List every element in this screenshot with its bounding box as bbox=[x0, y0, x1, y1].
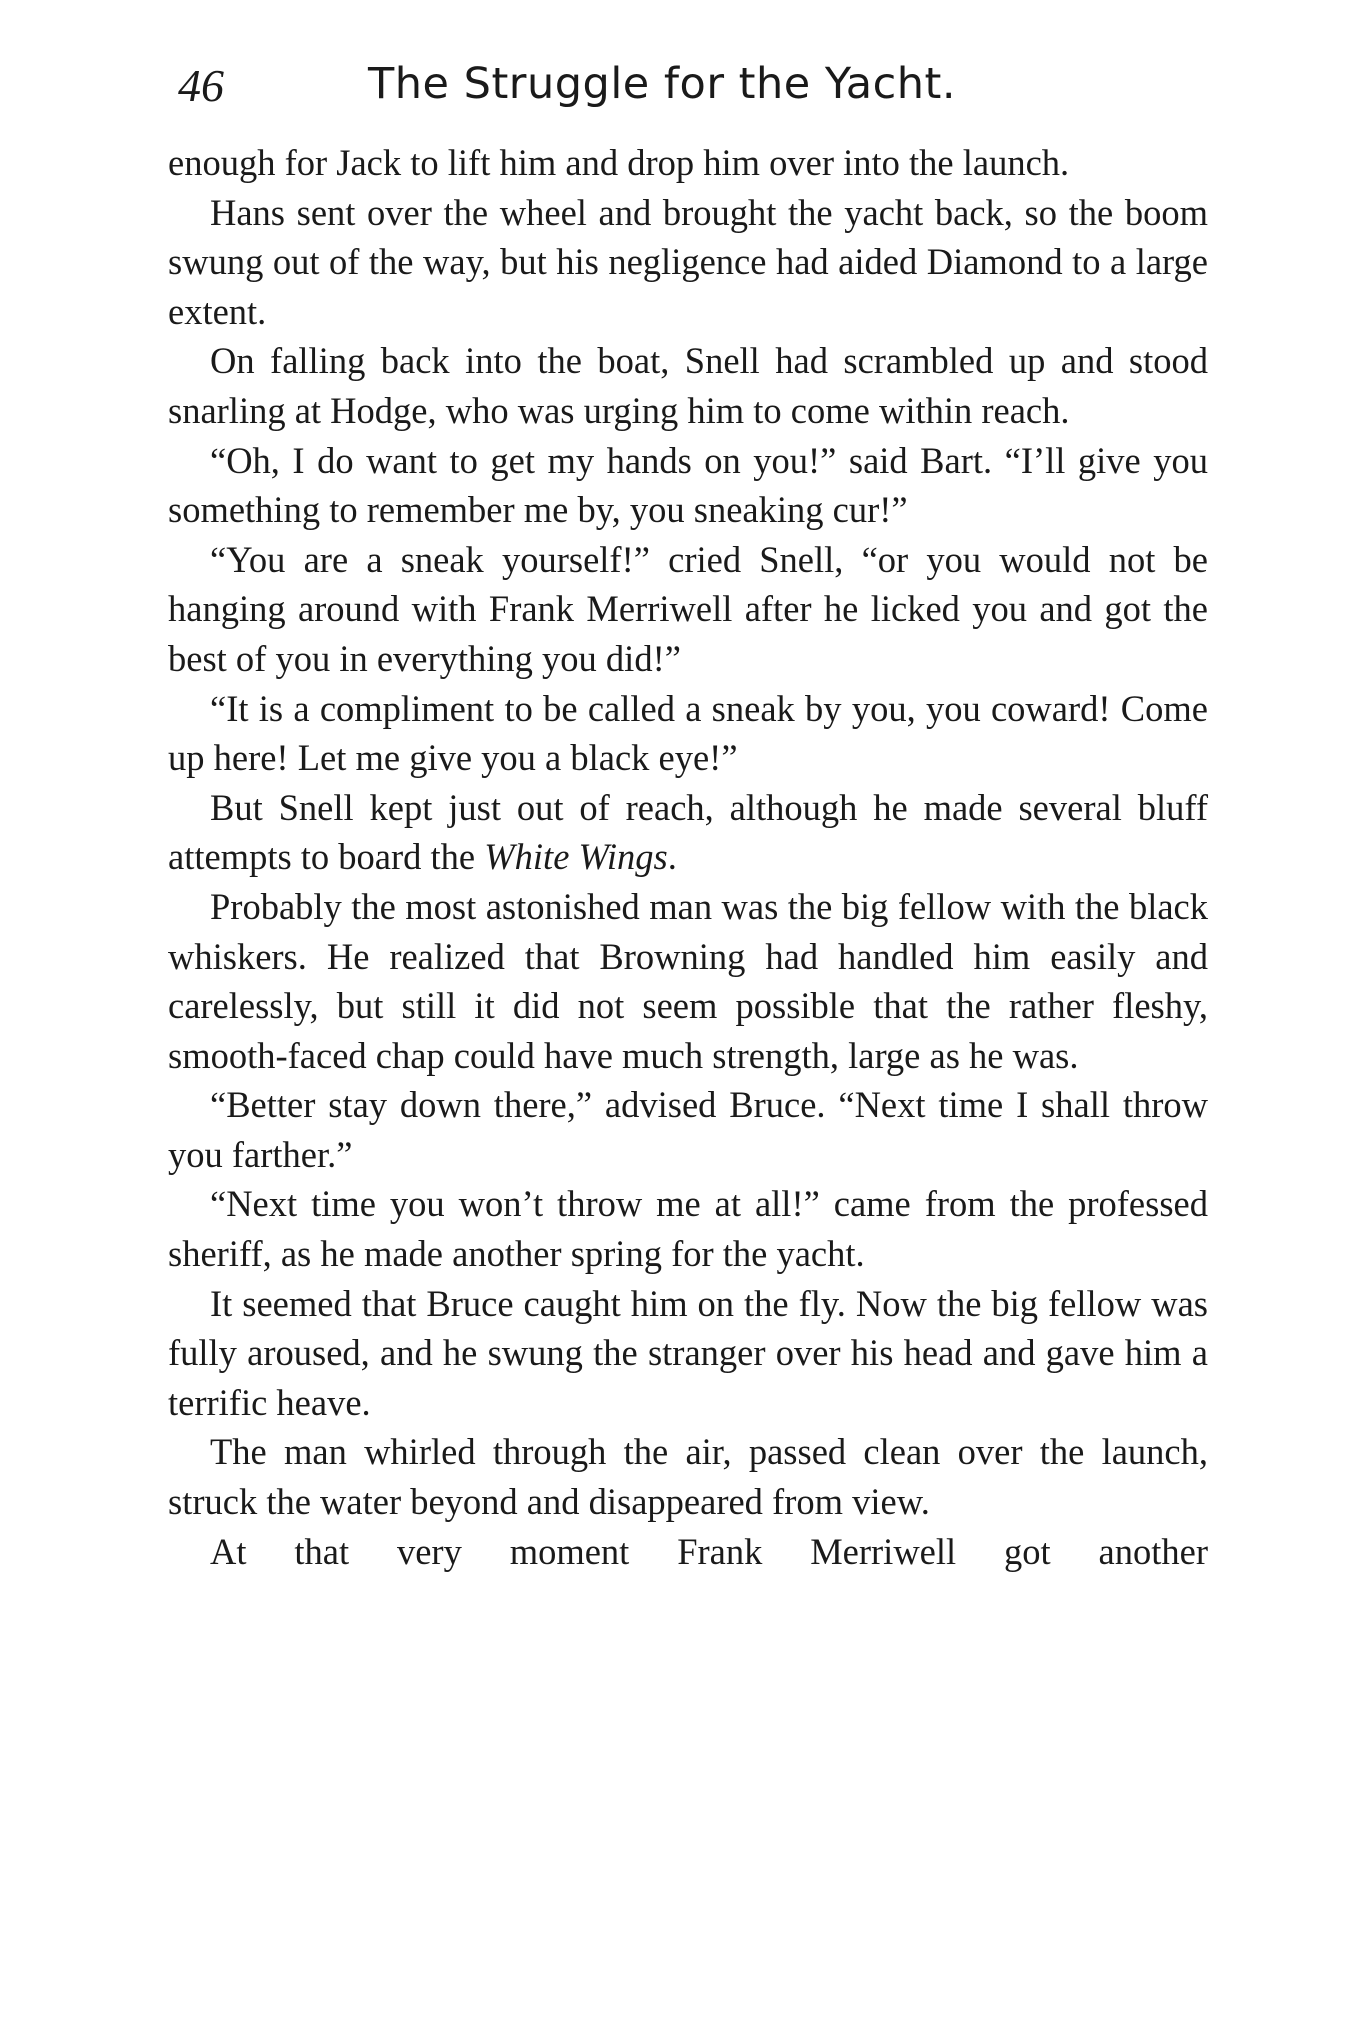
running-title: The Struggle for the Yacht. bbox=[368, 59, 957, 109]
yacht-name: White Wings bbox=[484, 836, 668, 878]
paragraph: “You are a sneak yourself!” cried Snell, “or you would not be hanging around with Frank Merriwell after he licked you and got the best of you in everything you did!” bbox=[168, 538, 1208, 679]
paragraph: At that very moment Frank Merriwell got another bbox=[210, 1530, 1208, 1572]
paragraph: The man whirled through the air, passed clean over the launch, struck the water beyond and disappeared from view. bbox=[168, 1431, 1208, 1523]
paragraph: “It is a compliment to be called a sneak by you, you coward! Come up here! Let me give you a black eye!” bbox=[168, 687, 1208, 779]
paragraph: “Next time you won’t throw me at all!” came from the professed sheriff, as he made another spring for the yacht. bbox=[168, 1183, 1208, 1275]
paragraph: “Oh, I do want to get my hands on you!” said Bart. “I’ll give you something to remember me by, you sneaking cur!” bbox=[168, 439, 1208, 531]
paragraph bbox=[168, 783, 1208, 882]
paragraph: Probably the most astonished man was the big fellow with the black whiskers. He realized that Browning had handled him easily and carelessly, but still it did not seem possible that the rather fleshy, smooth-faced chap could have much strength, large as he was. bbox=[168, 885, 1208, 1076]
paragraph-text: But Snell kept just out of reach, although he made several bluff attempts to board the bbox=[168, 786, 1208, 878]
paragraph: “Better stay down there,” advised Bruce. “Next time I shall throw you farther.” bbox=[168, 1084, 1208, 1175]
body-text bbox=[168, 138, 1208, 1576]
paragraph: Hans sent over the wheel and brought the yacht back, so the boom swung out of the way, but his negligence had aided Diamond to a large extent. bbox=[168, 191, 1208, 332]
paragraph: On falling back into the boat, Snell had scrambled up and stood snarling at Hodge, who was urging him to come within reach. bbox=[168, 340, 1208, 431]
paragraph: enough for Jack to lift him and drop him over into the launch. bbox=[168, 142, 1070, 183]
running-head bbox=[168, 52, 1208, 122]
paragraph: It seemed that Bruce caught him on the fly. Now the big fellow was fully aroused, and he swung the stranger over his head and gave him a terrific heave. bbox=[168, 1282, 1208, 1423]
page-number: 46 bbox=[178, 60, 224, 111]
paragraph-text-end: . bbox=[667, 836, 677, 878]
